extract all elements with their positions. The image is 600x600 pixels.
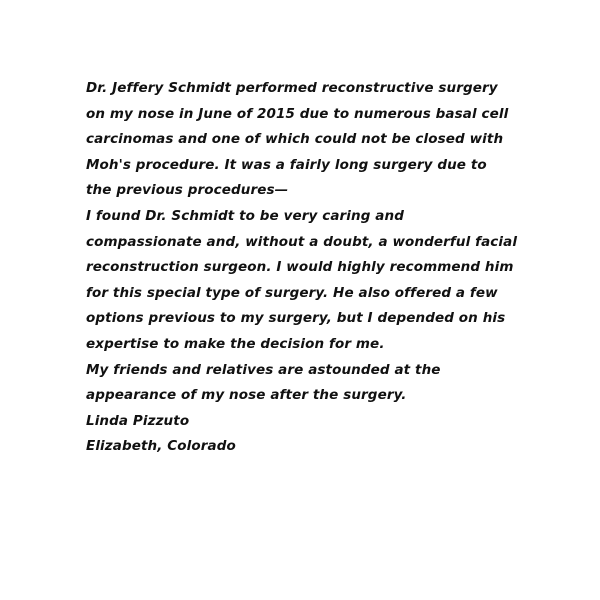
letter-line: options previous to my surgery, but I depended on his xyxy=(86,310,506,327)
letter-line: appearance of my nose after the surgery. xyxy=(86,387,407,404)
letter-line: Moh's procedure. It was a fairly long surgery due to xyxy=(86,156,487,173)
letter-line: for this special type of surgery. He also offered a few xyxy=(86,284,498,301)
letter-line: carcinomas and one of which could not be closed with xyxy=(86,131,504,148)
author-location: Elizabeth, Colorado xyxy=(86,438,236,455)
letter-line: My friends and relatives are astounded at the xyxy=(86,361,441,378)
author-name: Linda Pizzuto xyxy=(86,412,190,429)
letter-line: expertise to make the decision for me. xyxy=(86,335,385,352)
letter-line: Dr. Jeffery Schmidt performed reconstructive surgery xyxy=(86,80,498,96)
testimonial-letter xyxy=(86,76,586,460)
letter-line: reconstruction surgeon. I would highly recommend him xyxy=(86,259,514,276)
letter-line: on my nose in June of 2015 due to numerous basal cell xyxy=(86,105,509,122)
letter-line: I found Dr. Schmidt to be very caring and xyxy=(86,207,404,224)
letter-line: compassionate and, without a doubt, a wonderful facial xyxy=(86,233,518,250)
letter-line: the previous procedures— xyxy=(86,182,289,199)
